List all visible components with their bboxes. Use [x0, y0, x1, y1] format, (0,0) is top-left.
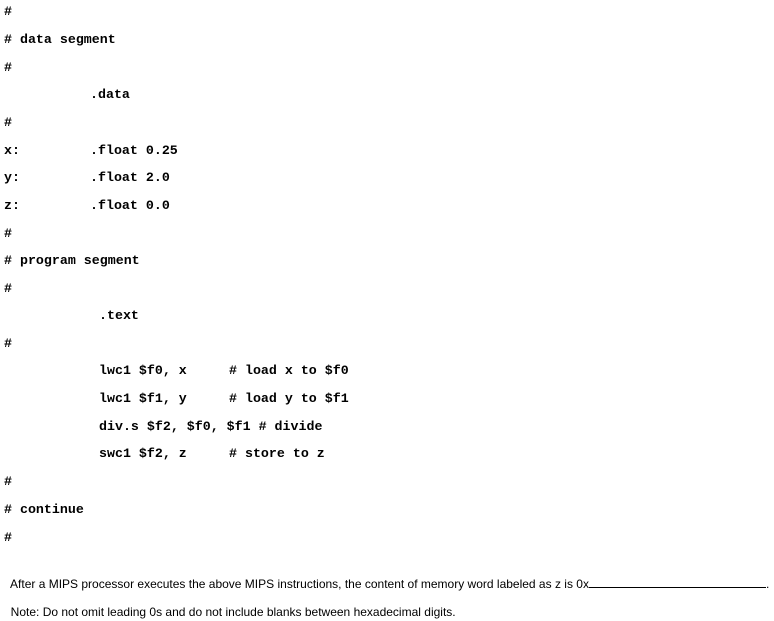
- instruction-line-2: [4, 390, 349, 408]
- y-declaration: [4, 169, 170, 187]
- continue-comment-text: # continue: [4, 502, 84, 517]
- instruction-2-comment: # load y to $f1: [229, 391, 349, 406]
- instruction-2: lwc1 $f1, y: [99, 391, 187, 406]
- hash-comment: #: [4, 60, 12, 75]
- instruction-line-3: [4, 418, 323, 436]
- answer-blank[interactable]: [589, 575, 766, 588]
- data-directive: .data: [90, 87, 130, 102]
- z-directive: .float 0.0: [90, 198, 170, 213]
- note-line: [4, 585, 456, 619]
- z-declaration: [4, 197, 170, 215]
- y-label: y:: [4, 170, 20, 185]
- hash-comment: #: [4, 115, 12, 130]
- note-text: Note: Do not omit leading 0s and do not include blanks between hexadecimal digits.: [10, 605, 456, 619]
- x-label: x:: [4, 143, 20, 158]
- instruction-line-1: [4, 362, 349, 380]
- y-directive: .float 2.0: [90, 170, 170, 185]
- x-declaration: [4, 142, 178, 160]
- instruction-1-comment: # load x to $f0: [229, 363, 349, 378]
- question-text: After a MIPS processor executes the above MIPS instructions, the content of memory word labeled as z is 0x: [10, 577, 589, 591]
- x-directive: .float 0.25: [90, 143, 178, 158]
- hash-comment: #: [4, 4, 12, 19]
- text-directive: .text: [99, 308, 139, 323]
- hash-comment: #: [4, 281, 12, 296]
- question-period: .: [765, 577, 770, 591]
- instruction-3: div.s $f2, $f0, $f1 # divide: [99, 419, 323, 434]
- data-segment-comment-text: # data segment: [4, 32, 116, 47]
- hash-comment: #: [4, 336, 12, 351]
- instruction-line-4: [4, 445, 325, 463]
- hash-comment: #: [4, 474, 12, 489]
- instruction-4-comment: # store to z: [229, 446, 325, 461]
- z-label: z:: [4, 198, 20, 213]
- instruction-4: swc1 $f2, z: [99, 446, 187, 461]
- program-segment-comment-text: # program segment: [4, 253, 140, 268]
- hash-comment: #: [4, 226, 12, 241]
- question-line: [4, 557, 770, 591]
- hash-comment: #: [4, 530, 12, 545]
- instruction-1: lwc1 $f0, x: [99, 363, 187, 378]
